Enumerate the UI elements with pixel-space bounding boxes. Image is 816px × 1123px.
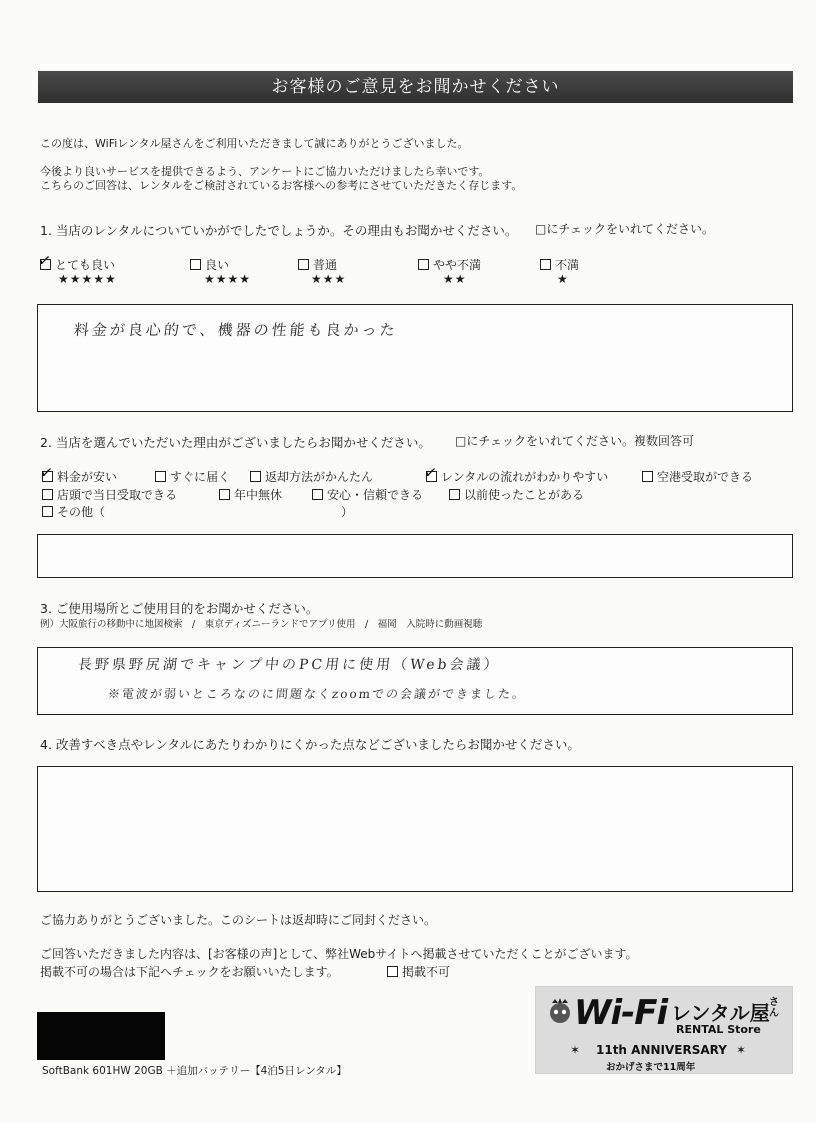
rating-label: 不満	[555, 258, 580, 272]
q3-handwritten-line-2: ※電波が弱いところなのに問題なくzoomでの会議ができました。	[107, 687, 527, 701]
rating-label: とても良い	[55, 258, 116, 272]
question-4: 4. 改善すべき点やレンタルにあたりわかりにくかった点などございましたらお聞かせください。	[40, 737, 580, 752]
page-title: お客様のご意見をお聞かせください	[38, 71, 793, 103]
publish-notice: ご回答いただきました内容は、[お客様の声]として、弊社Webサイトへ掲載させていただくことがございます。	[40, 947, 638, 961]
checkmark-icon: ✓	[38, 462, 55, 483]
checkbox[interactable]	[42, 489, 53, 500]
question-1: 1. 当店のレンタルについていかがでしたでしょうか。その理由もお聞かせください。	[40, 223, 518, 238]
reason-trustworthy[interactable]	[312, 486, 423, 503]
rating-good[interactable]	[190, 256, 229, 273]
checkbox[interactable]	[38, 462, 55, 483]
q4-answer-box[interactable]	[37, 766, 793, 892]
store-logo	[535, 986, 793, 1074]
checkbox[interactable]	[642, 471, 653, 482]
checkbox[interactable]	[312, 489, 323, 500]
checkbox[interactable]	[540, 259, 551, 270]
rating-average[interactable]	[298, 256, 337, 273]
logo-anniversary-thanks: おかげさまで11周年	[606, 1062, 696, 1073]
question-3: 3. ご使用場所とご使用目的をお聞かせください。	[40, 601, 319, 616]
reason-cheap[interactable]	[38, 462, 118, 485]
reason-other[interactable]	[42, 503, 105, 520]
sparkle-icon: ✶	[570, 1043, 581, 1057]
checkbox[interactable]	[155, 471, 166, 482]
question-2: 2. 当店を選んでいただいた理由がございましたらお聞かせください。	[40, 435, 431, 450]
reason-label: レンタルの流れがわかりやすい	[441, 470, 609, 484]
logo-store-text: RENTAL Store	[676, 1023, 761, 1036]
reason-label: その他（	[57, 505, 106, 519]
logo-rental-text: レンタル屋	[671, 1001, 770, 1025]
rating-label: 良い	[205, 258, 230, 272]
publish-instruction: 掲載不可の場合は下記へチェックをお願いいたします。	[40, 965, 339, 979]
logo-wifi-text: Wi-Fi	[574, 993, 668, 1033]
closing-thanks: ご協力ありがとうございました。このシートは返却時にご同封ください。	[40, 913, 437, 927]
checkbox[interactable]	[422, 462, 439, 483]
checkbox[interactable]	[449, 489, 460, 500]
intro-thanks: この度は、WiFiレンタル屋さんをご利用いただきまして誠にありがとうございました。	[40, 137, 469, 150]
q3-answer-box[interactable]	[37, 647, 793, 715]
rating-stars: ★	[557, 272, 569, 286]
intro-request: 今後より良いサービスを提供できるよう、アンケートにご協力いただけましたら幸いです。	[40, 165, 490, 178]
reason-label: 空港受取ができる	[657, 470, 754, 484]
reason-easy-return[interactable]	[250, 468, 373, 485]
reason-clear-flow[interactable]	[422, 462, 609, 485]
reason-label: 年中無休	[234, 488, 283, 502]
checkbox[interactable]	[190, 259, 201, 270]
checkbox[interactable]	[219, 489, 230, 500]
no-publish-option[interactable]	[387, 963, 450, 980]
question-2-note: □にチェックをいれてください。複数回答可	[455, 434, 694, 448]
checkbox[interactable]	[387, 966, 398, 977]
rating-stars: ★★★★★	[58, 272, 117, 286]
reason-label: 以前使ったことがある	[464, 488, 585, 502]
rating-label: やや不満	[433, 258, 482, 272]
rating-stars: ★★★	[311, 272, 347, 286]
q1-answer-box[interactable]	[37, 304, 793, 412]
checkbox[interactable]	[42, 506, 53, 517]
rating-label: 普通	[313, 258, 338, 272]
mascot-icon	[546, 997, 574, 1025]
reason-label: 料金が安い	[57, 470, 118, 484]
checkmark-icon: ✓	[36, 250, 53, 271]
checkbox[interactable]	[36, 250, 53, 271]
question-1-note: □にチェックをいれてください。	[535, 222, 714, 236]
q3-handwritten-line-1: 長野県野尻湖でキャンプ中のPC用に使用（Web会議）	[77, 657, 502, 673]
no-publish-label: 掲載不可	[402, 965, 451, 979]
sparkle-icon: ✶	[736, 1043, 747, 1057]
reason-airport-pickup[interactable]	[642, 468, 753, 485]
reason-label: 店頭で当日受取できる	[57, 488, 178, 502]
reason-label: 返却方法がかんたん	[265, 470, 374, 484]
q1-handwritten-answer: 料金が良心的で、機器の性能も良かった	[73, 321, 399, 339]
q2-answer-box[interactable]	[37, 534, 793, 578]
rating-stars: ★★★★	[204, 272, 252, 286]
logo-suffix-text: さん	[769, 997, 779, 1019]
reason-label: すぐに届く	[170, 470, 231, 484]
checkmark-icon: ✓	[422, 462, 439, 483]
reason-fast-delivery[interactable]	[155, 468, 230, 485]
order-summary: SoftBank 601HW 20GB ＋追加バッテリー【4泊5日レンタル】	[42, 1065, 347, 1077]
checkbox[interactable]	[418, 259, 429, 270]
checkbox[interactable]	[298, 259, 309, 270]
reason-label: 安心・信頼できる	[327, 488, 424, 502]
reason-other-close: ）	[341, 505, 354, 519]
rating-very-good[interactable]	[36, 250, 116, 273]
redacted-block	[37, 1012, 165, 1060]
question-3-example: 例）大阪旅行の移動中に地図検索 / 東京ディズニーランドでアプリ使用 / 福岡 入院時に動画視聴	[40, 619, 483, 630]
reason-store-pickup[interactable]	[42, 486, 177, 503]
rating-somewhat-dissatisfied[interactable]	[418, 256, 481, 273]
rating-stars: ★★	[443, 272, 467, 286]
rating-dissatisfied[interactable]	[540, 256, 579, 273]
checkbox[interactable]	[250, 471, 261, 482]
reason-used-before[interactable]	[449, 486, 584, 503]
logo-anniversary-text: 11th ANNIVERSARY	[596, 1043, 727, 1057]
intro-purpose: こちらのご回答は、レンタルをご検討されているお客様への参考にさせていただきたく存じます。	[40, 179, 523, 192]
reason-open-all-year[interactable]	[219, 486, 282, 503]
